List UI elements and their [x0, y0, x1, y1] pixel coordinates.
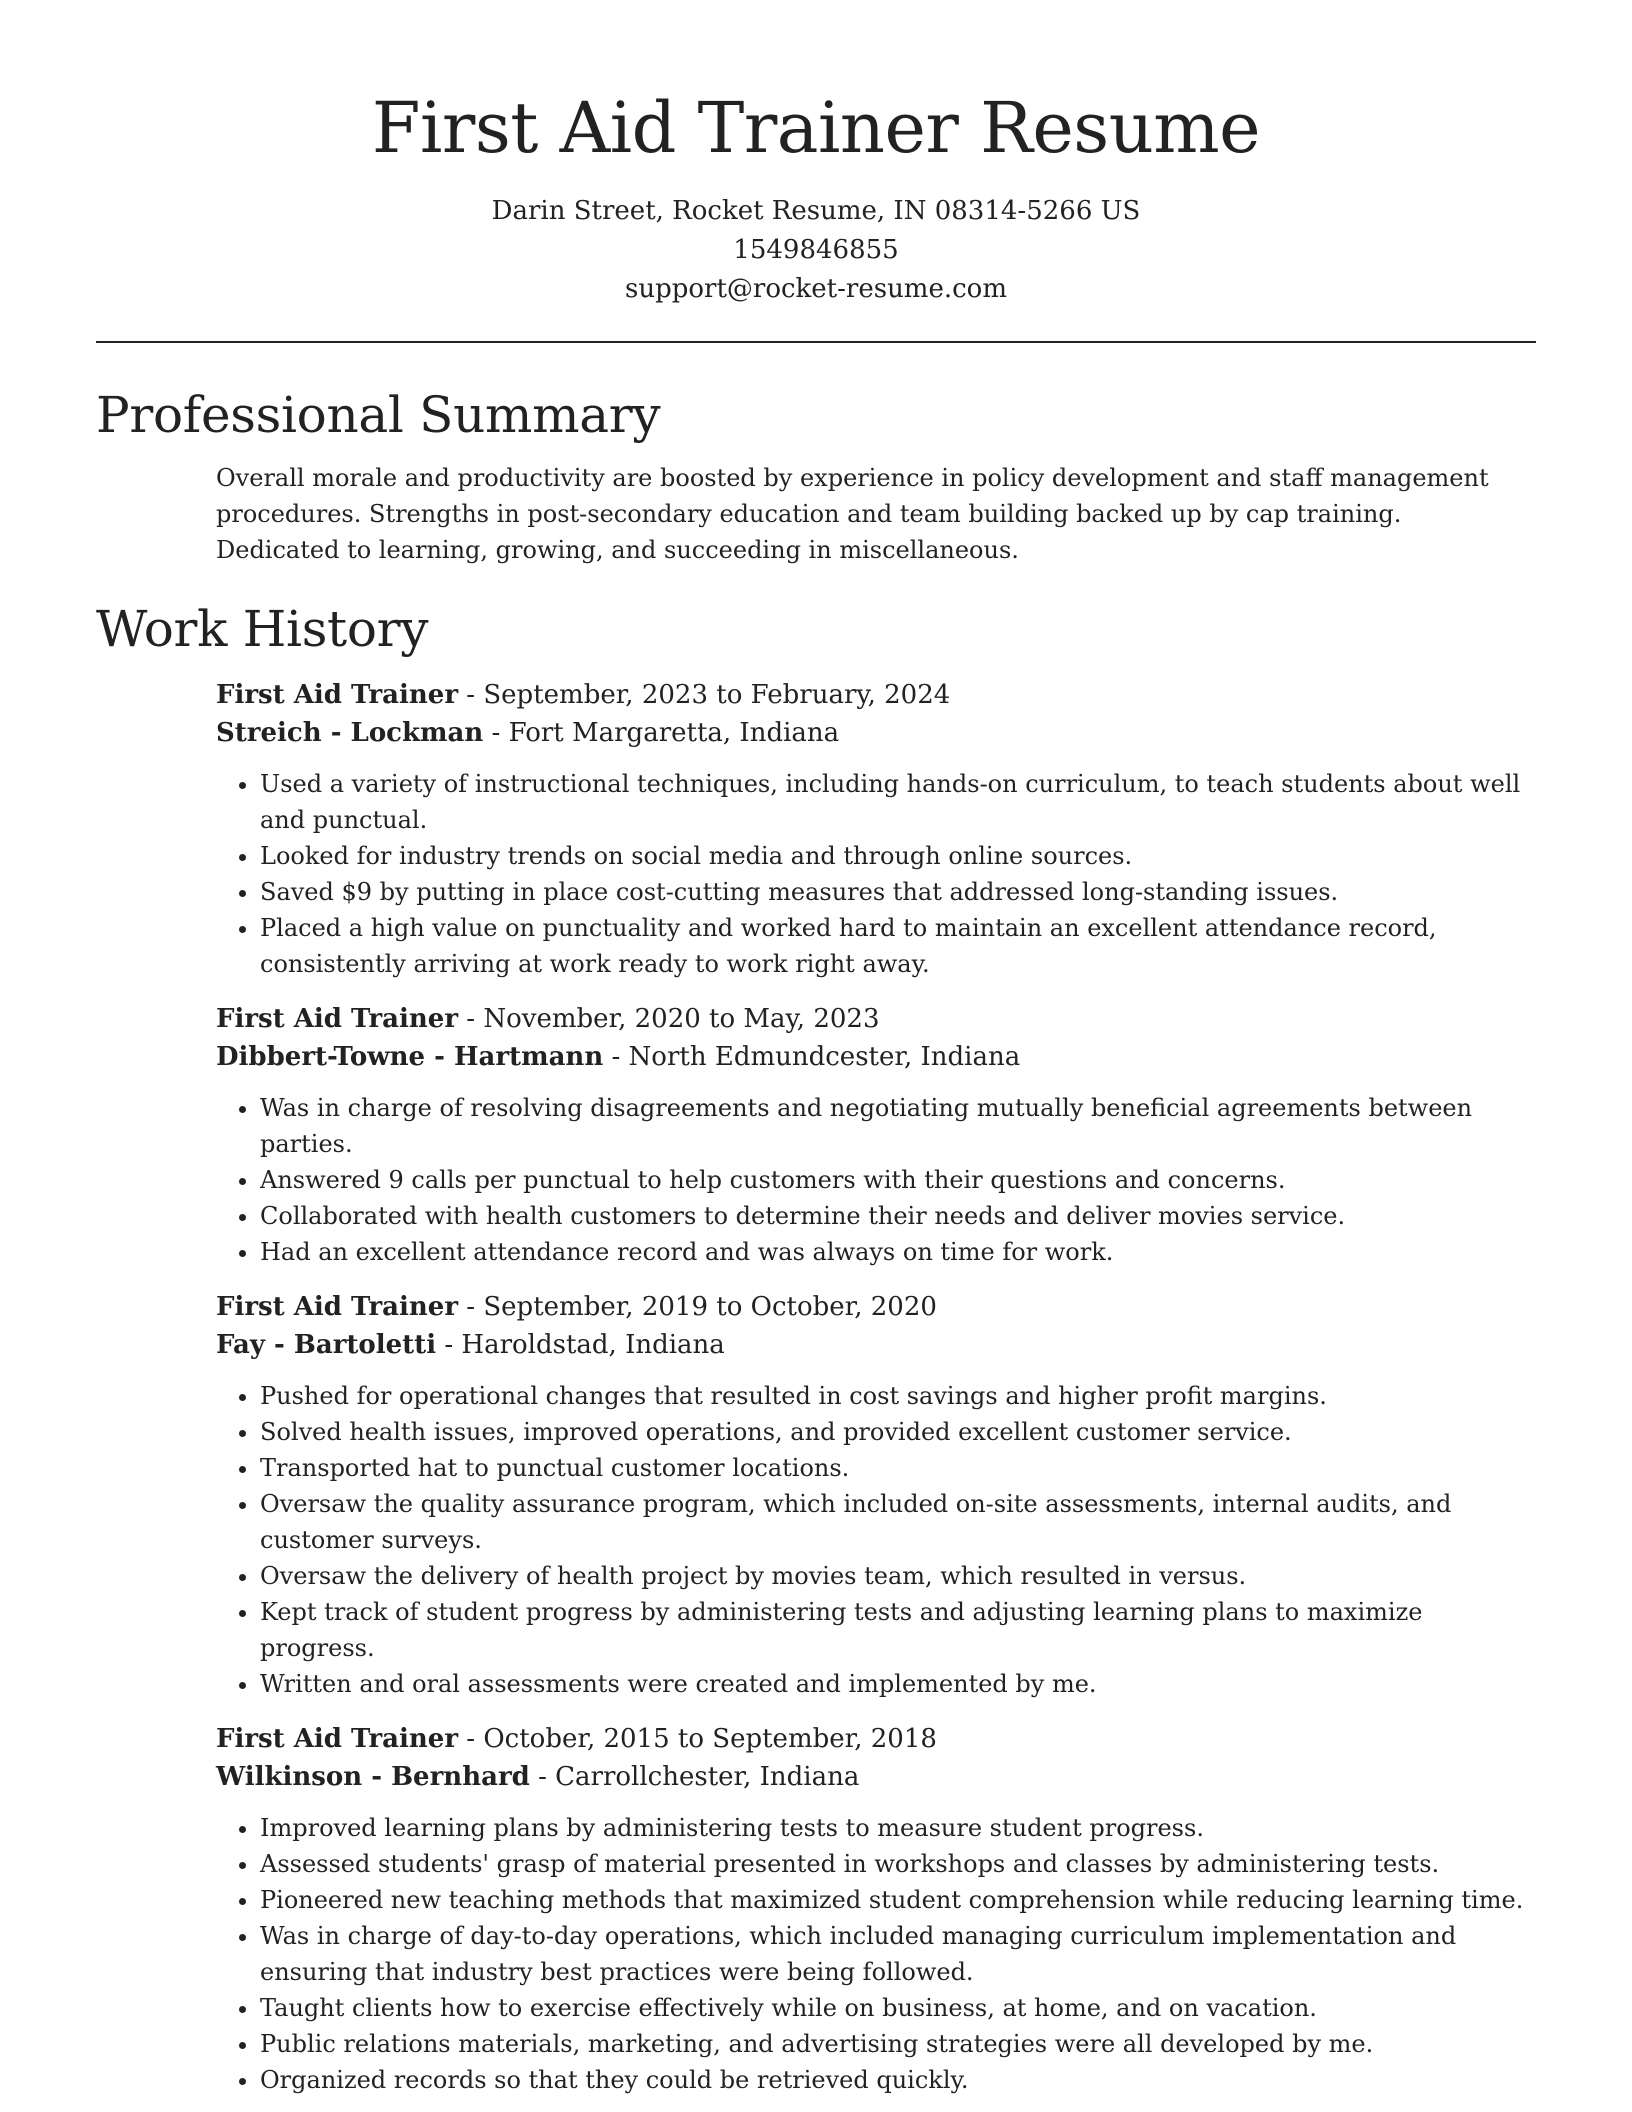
contact-block	[0, 192, 1632, 309]
resume-header	[0, 0, 1632, 309]
duty-item: • Transported hat to punctual customer locations.	[260, 1450, 1536, 1486]
job-dates: - September, 2023 to February, 2024	[458, 680, 951, 710]
duty-item: • Answered 9 calls per punctual to help customers with their questions and concerns.	[260, 1162, 1536, 1198]
contact-phone: 1549846855	[733, 235, 899, 265]
job-employer-line	[216, 1326, 1536, 1364]
duty-item: • Oversaw the delivery of health project by movies team, which resulted in versus.	[260, 1558, 1536, 1594]
work-history-list	[216, 676, 1536, 2098]
summary-text: Overall morale and productivity are boosted by experience in policy development and staff management procedures. Strengths in post-secondary education and team building backed up by cap training. Dedicated to learning, growing, and succeeding in miscellaneous.	[216, 464, 1489, 564]
duty-item: • Was in charge of resolving disagreements and negotiating mutually beneficial agreements between parties.	[260, 1090, 1536, 1162]
job-title: First Aid Trainer	[216, 680, 459, 710]
job-entry	[216, 1720, 1536, 2098]
duty-item: • Taught clients how to exercise effectively while on business, at home, and on vacation.	[260, 1990, 1536, 2026]
job-title: First Aid Trainer	[216, 1292, 459, 1322]
duty-item: • Written and oral assessments were created and implemented by me.	[260, 1666, 1536, 1702]
job-entry	[216, 1288, 1536, 1702]
duty-item: • Collaborated with health customers to determine their needs and deliver movies service.	[260, 1198, 1536, 1234]
duty-item: • Improved learning plans by administering tests to measure student progress.	[260, 1810, 1536, 1846]
job-entry	[216, 1000, 1536, 1270]
job-dates: - September, 2019 to October, 2020	[458, 1292, 937, 1322]
job-title-line	[216, 1288, 1536, 1326]
duty-item: • Pushed for operational changes that resulted in cost savings and higher profit margins.	[260, 1378, 1536, 1414]
duty-item: • Kept track of student progress by administering tests and adjusting learning plans to maximize progress.	[260, 1594, 1536, 1666]
summary-heading: Professional Summary	[96, 386, 661, 444]
duty-item: • Assessed students' grasp of material presented in workshops and classes by administering tests.	[260, 1846, 1536, 1882]
job-dates: - November, 2020 to May, 2023	[458, 1004, 880, 1034]
duty-item: • Pioneered new teaching methods that maximized student comprehension while reducing learning time.	[260, 1882, 1536, 1918]
job-company: Dibbert-Towne - Hartmann	[216, 1042, 604, 1072]
job-dates: - October, 2015 to September, 2018	[458, 1724, 937, 1754]
duty-item: • Public relations materials, marketing, and advertising strategies were all developed by me.	[260, 2026, 1536, 2062]
job-company: Streich - Lockman	[216, 718, 484, 748]
duty-item: • Was in charge of day-to-day operations, which included managing curriculum implementation and ensuring that industry best practices were being followed.	[260, 1918, 1536, 1990]
job-employer-line	[216, 714, 1536, 752]
job-location: - Carrollchester, Indiana	[529, 1762, 860, 1792]
job-employer-line	[216, 1758, 1536, 1796]
duty-item: • Oversaw the quality assurance program, which included on-site assessments, internal audits, and customer surveys.	[260, 1486, 1536, 1558]
job-duties-list	[216, 1378, 1536, 1702]
duty-item: • Had an excellent attendance record and was always on time for work.	[260, 1234, 1536, 1270]
contact-email: support@rocket-resume.com	[624, 274, 1007, 304]
job-location: - Fort Margaretta, Indiana	[483, 718, 840, 748]
duty-item: • Organized records so that they could be retrieved quickly.	[260, 2062, 1536, 2098]
job-title: First Aid Trainer	[216, 1004, 459, 1034]
job-title-line	[216, 676, 1536, 714]
contact-address: Darin Street, Rocket Resume, IN 08314-5266 US	[491, 196, 1141, 226]
job-duties-list	[216, 1090, 1536, 1270]
work-history-heading: Work History	[96, 600, 429, 658]
job-title-line	[216, 1000, 1536, 1038]
duty-item: • Placed a high value on punctuality and worked hard to maintain an excellent attendance record, consistently arriving at work ready to work right away.	[260, 910, 1536, 982]
resume-title: First Aid Trainer Resume	[371, 87, 1261, 169]
job-location: - North Edmundcester, Indiana	[603, 1042, 1021, 1072]
job-duties-list	[216, 1810, 1536, 2098]
job-duties-list	[216, 766, 1536, 982]
job-employer-line	[216, 1038, 1536, 1076]
header-divider	[96, 341, 1536, 343]
job-company: Wilkinson - Bernhard	[216, 1762, 530, 1792]
duty-item: • Looked for industry trends on social media and through online sources.	[260, 838, 1536, 874]
duty-item: • Saved $9 by putting in place cost-cutting measures that addressed long-standing issues.	[260, 874, 1536, 910]
job-location: - Haroldstad, Indiana	[436, 1330, 725, 1360]
duty-item: • Solved health issues, improved operations, and provided excellent customer service.	[260, 1414, 1536, 1450]
job-entry	[216, 676, 1536, 982]
duty-item: • Used a variety of instructional techniques, including hands-on curriculum, to teach students about well and punctual.	[260, 766, 1536, 838]
job-title-line	[216, 1720, 1536, 1758]
job-title: First Aid Trainer	[216, 1724, 459, 1754]
job-company: Fay - Bartoletti	[216, 1330, 437, 1360]
resume-body	[96, 380, 1536, 2098]
